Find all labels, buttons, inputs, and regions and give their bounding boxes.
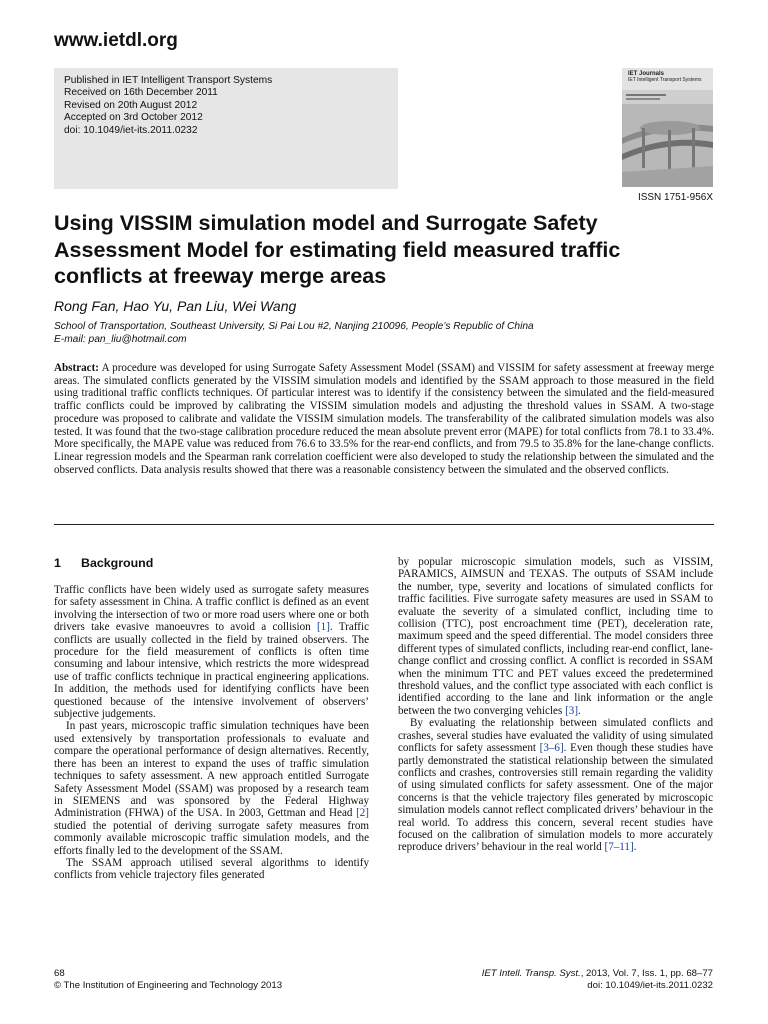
citation	[398, 968, 713, 980]
citation-link[interactable]: [7–11]	[604, 841, 634, 854]
published-in: Published in IET Intelligent Transport Systems	[64, 75, 273, 86]
paragraph	[54, 584, 369, 720]
cover-illustration	[622, 68, 713, 187]
paragraph-text: Traffic conflicts have been widely used as surrogate safety measures for safety assessment in China. A traffic conflict is defined as an event involving the intersection of two or more road users where one or both drivers take evasive manoeuvres to avoid a collision	[54, 584, 369, 634]
section-title: Background	[81, 556, 154, 570]
citation-link[interactable]: [2]	[356, 807, 369, 820]
citation-link[interactable]: [1]	[316, 621, 330, 634]
affiliation: School of Transportation, Southeast University, Si Pai Lou #2, Nanjing 210096, People’s Republic of China	[54, 321, 534, 332]
section-divider	[54, 524, 714, 525]
cover-journal-name: IET Intelligent Transport Systems	[628, 77, 702, 83]
abstract-text: A procedure was developed for using Surrogate Safety Assessment Model (SSAM) and VISSIM for safety assessment at freeway merge areas. The simulated conflicts generated by the VISSIM simulation models and identified by the SSAM approach to those measured in the field using traditional traffic conflicts techniques. Of particular interest was to identify if the consistency between the simulated and the field-measured traffic conflicts could be improved by calibrating the VISSIM simulation models and adjusting the threshold values in SSAM. A two-stage procedure was proposed to calibrate and validate the VISSIM simulation models. The transferability of the calibrated simulation models was also tested. It was found that the two-stage calibration procedure reduced the mean absolute prevent error (MAPE) for total conflicts from 78.1 to 33.4%. More specifically, the MAPE value was reduced from 76.6 to 33.5% for the rear-end conflicts, and from 79.5 to 35.8% for the lane-change conflicts. Linear regression models and the Spearman rank correlation coefficient were also developed to study the relationship between the simulated and the observed conflicts. Data analysis results showed that there was a reasonable consistency between the simulated and the observed conflicts.	[54, 362, 714, 476]
paragraph-text: .	[633, 841, 637, 854]
abstract	[54, 362, 714, 476]
paragraph-text: by popular microscopic simulation models, such as VISSIM, PARAMICS, AIMSUN and TEXAS. The outputs of SSAM include the number, type, severity and locations of simulated conflicts for traffic facilities. Five surrogate safety measures are used in SSAM to evaluate the severity of a simulated conflict, including time to collision (TTC), post encroachment time (PET), deceleration rate, maximum speed and the speed differential. The model considers three different types of simulated conflicts, including rear-end conflict, lane-change conflict and crossing conflict. A conflict is recorded in SSAM when the minimum TTC and PET values exceed the predetermined threshold values, and the conflict type associated with each conflict is identified according to the lane and link information or the angle between the two converging vehicles	[398, 556, 713, 717]
cover-brand: IET Journals	[628, 71, 665, 77]
section-heading	[54, 556, 369, 570]
footer-right	[398, 968, 713, 992]
paragraph-text: . Even though these studies have partly demonstrated the statistical relationship between the simulated conflicts and crashes, controversies still remain regarding the validity of using simulated conflicts for safety assessment. One of the major concerns is that the vehicle trajectory files generated by microscopic simulation models cannot reflect complicated drivers’ behaviour in the real world. To address this concern, several recent studies have focused on the calibration of simulation models to more accurately reproduce drivers’ behaviour in the real world	[398, 742, 713, 854]
revised-date: Revised on 20th August 2012	[64, 99, 198, 111]
left-column	[54, 556, 369, 882]
received-date: Received on 16th December 2011	[64, 87, 218, 99]
paragraph-text: . Traffic conflicts are usually collected in the field by trained observers. The procedure for the field measurement of conflicts is often time consuming and labour intensive, which restricts the more widespread use of traffic conflicts technique in practical engineering applications. In addition, the methods used for identifying conflicts have been questioned because of the intensive involvement of observers’ subjective judgements.	[54, 621, 369, 721]
site-url[interactable]: www.ietdl.org	[54, 30, 178, 51]
accepted-date: Accepted on 3rd October 2012	[64, 112, 203, 124]
paragraph-text: Gettman and Head	[267, 807, 357, 820]
paragraph-text: studied the potential of deriving surrogate safety measures from commonly available microscopic traffic simulation models, and the efforts finally led to the development of the SSAM.	[54, 819, 369, 857]
doi-line: doi: 10.1049/iet-its.2011.0232	[64, 124, 198, 136]
publication-info-box	[54, 68, 398, 189]
paragraph-text: By evaluating the relationship between simulated conflicts and crashes, several studies have evaluated the validity of using simulated conflicts for safety assessment	[398, 717, 713, 755]
paragraph	[54, 857, 369, 882]
paragraph	[398, 717, 713, 853]
citation-link[interactable]: [3]	[565, 704, 579, 717]
right-column	[398, 556, 713, 854]
journal-cover-image	[622, 68, 713, 187]
page-number: 68	[54, 968, 65, 979]
citation-journal: IET Intell. Transp. Syst.	[481, 968, 581, 979]
paragraph-text: .	[578, 704, 581, 717]
paragraph-text: In past years, microscopic traffic simulation techniques have been used extensively by transportation professionals to evaluate and compare the operational performance of design alternatives. Recently, there has been an interest to expand the uses of traffic simulation techniques to safety assessment. A new approach entitled Surrogate Safety Assessment Model (SSAM) was proposed by a research team in SIEMENS and was sponsored by the Federal Highway Administration (FHWA) of the USA. In 2003,	[54, 720, 369, 820]
copyright: © The Institution of Engineering and Technology 2013	[54, 980, 283, 991]
citation-link[interactable]: [3–6]	[539, 742, 564, 755]
section-number: 1	[54, 556, 61, 570]
author-email[interactable]: E-mail: pan_liu@hotmail.com	[54, 333, 187, 345]
citation-details: , 2013, Vol. 7, Iss. 1, pp. 68–77	[580, 968, 713, 979]
paragraph	[398, 556, 713, 717]
abstract-label: Abstract:	[54, 362, 99, 374]
affiliation-block	[54, 321, 714, 346]
footer-left	[54, 968, 282, 992]
article-title: Using VISSIM simulation model and Surrogate Safety Assessment Model for estimating field measured traffic conflicts at freeway merge areas	[54, 211, 621, 288]
paragraph-text: The SSAM approach utilised several algorithms to identify conflicts from vehicle trajectory files generated	[54, 856, 369, 882]
issn: ISSN 1751-956X	[637, 192, 713, 203]
authors: Rong Fan, Hao Yu, Pan Liu, Wei Wang	[54, 298, 297, 314]
paragraph	[54, 720, 369, 856]
footer-doi: doi: 10.1049/iet-its.2011.0232	[587, 980, 713, 991]
